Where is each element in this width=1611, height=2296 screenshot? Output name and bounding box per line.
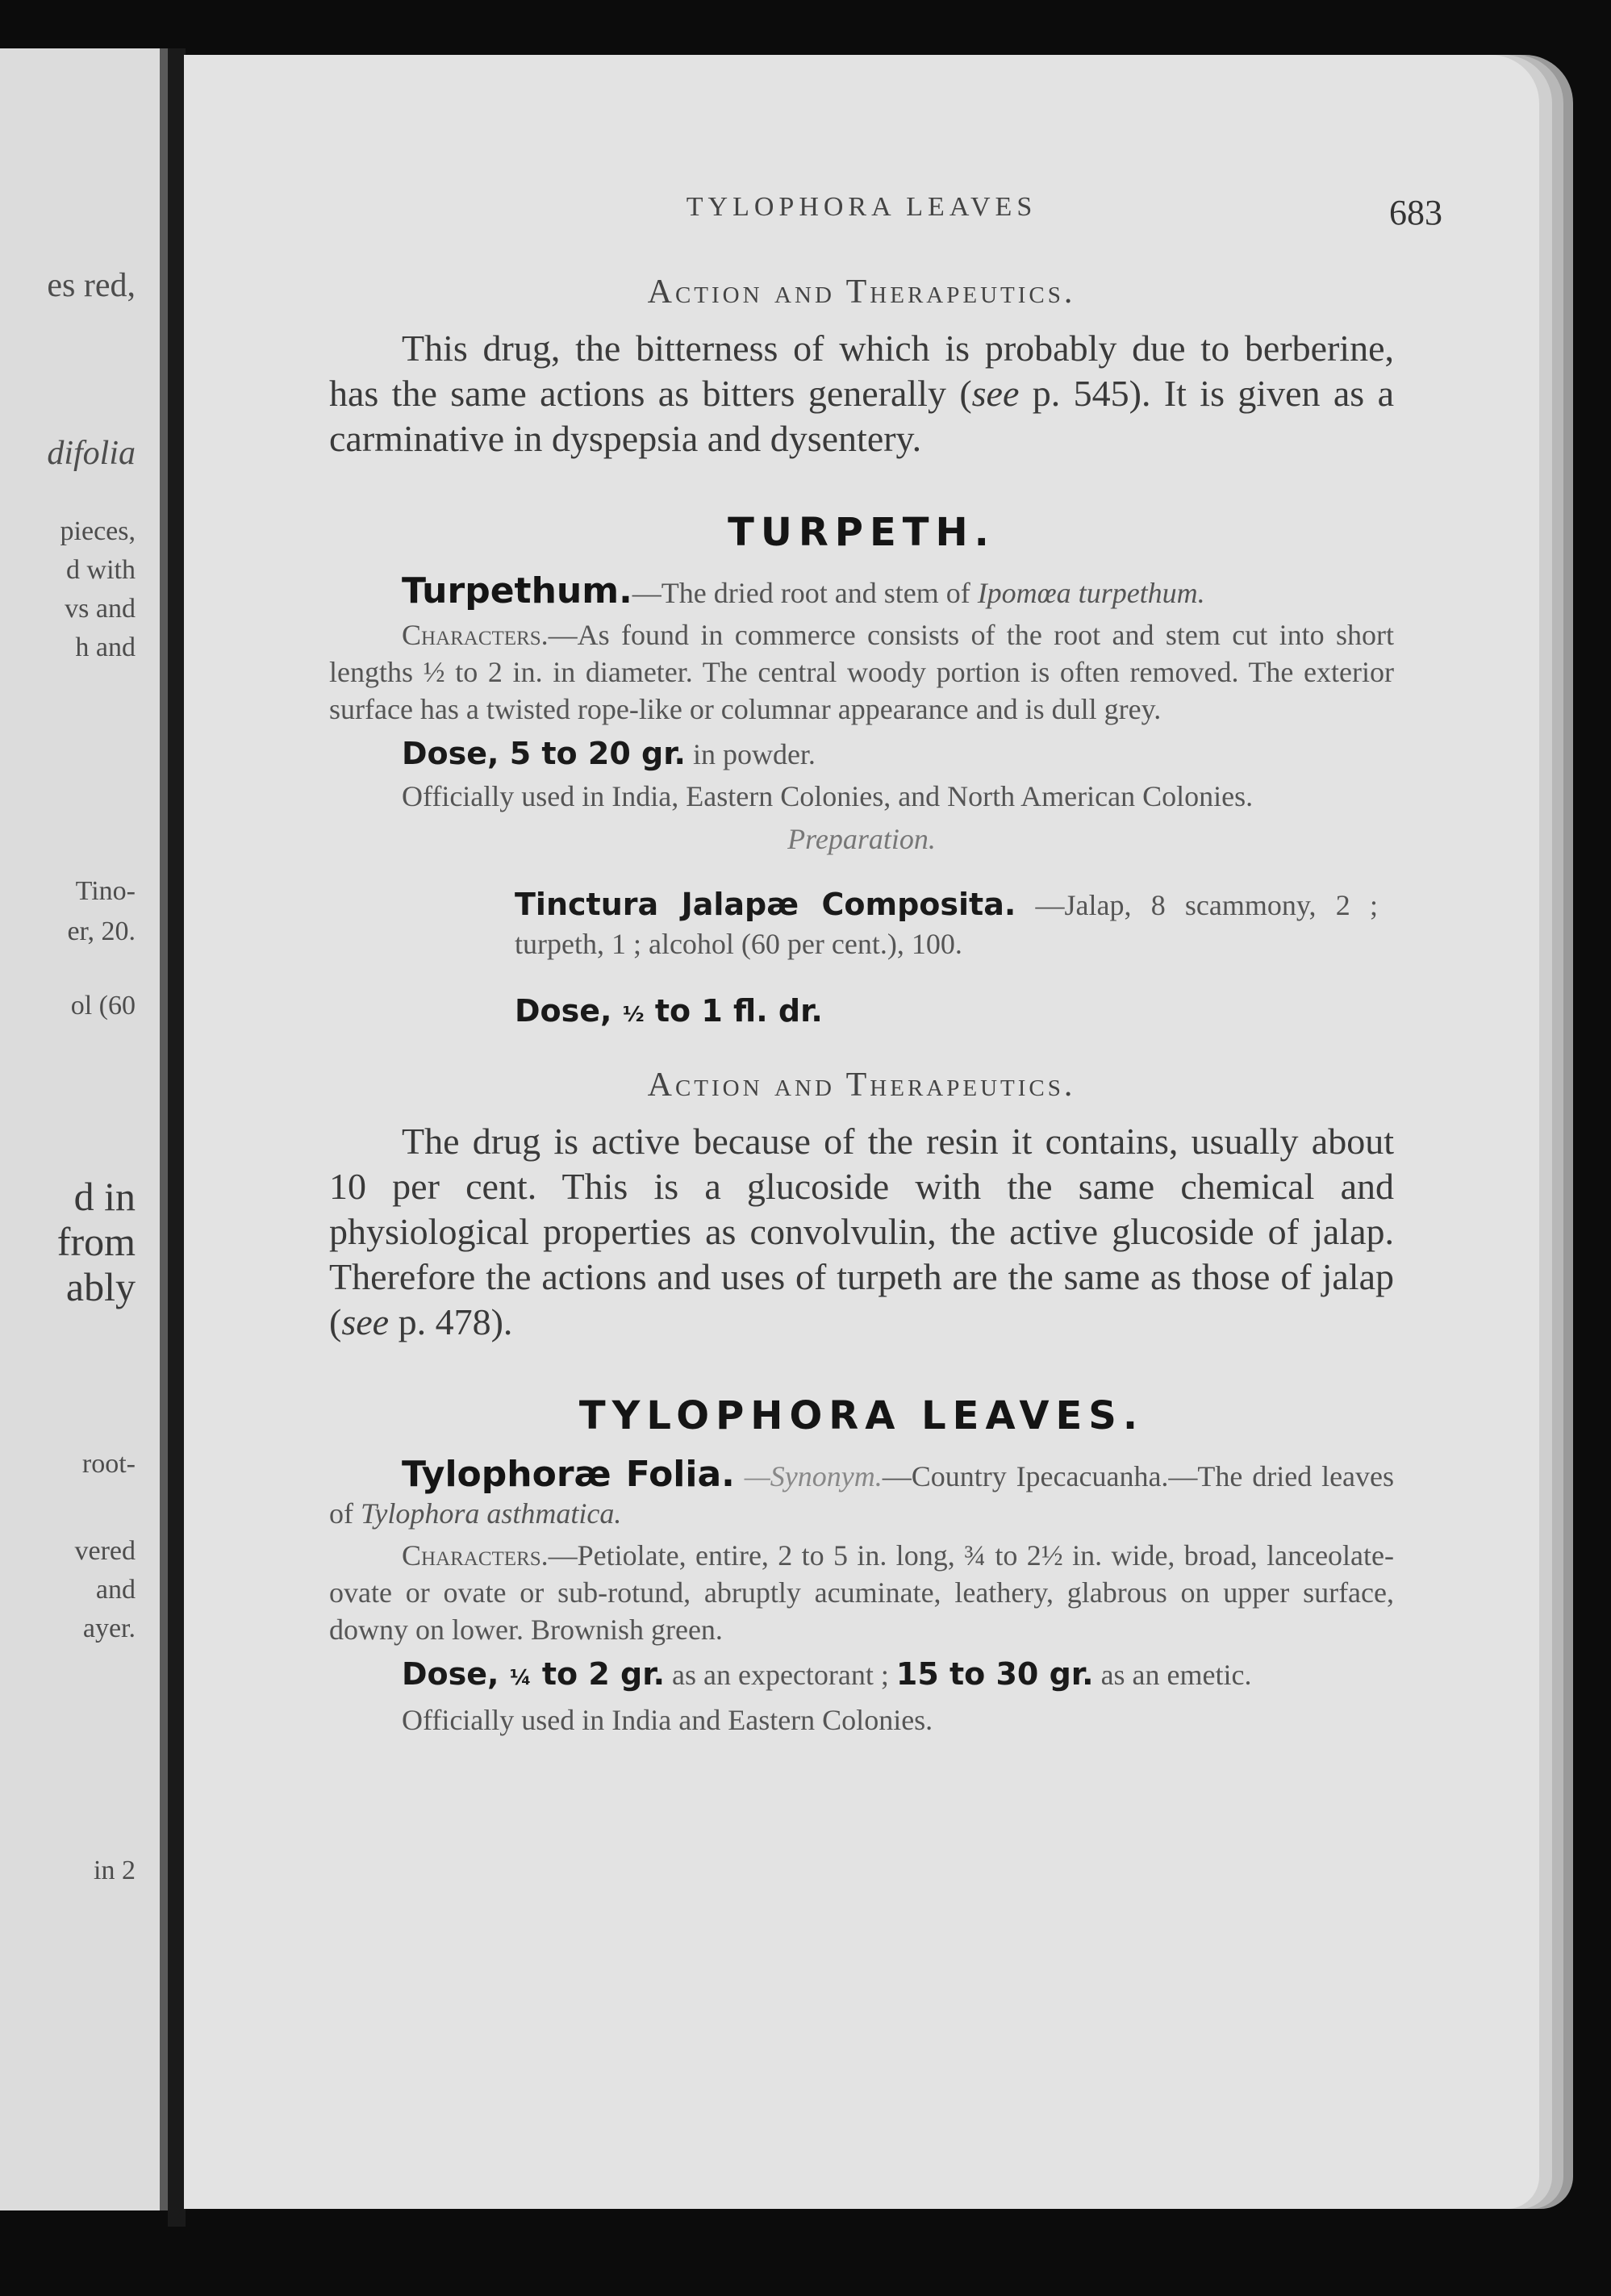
official-use: Officially used in India, Eastern Colonies, and North American Colonies. bbox=[402, 780, 1254, 812]
left-page-line: pieces, bbox=[60, 516, 136, 546]
left-page-line: and bbox=[95, 1575, 136, 1605]
left-page-line: in 2 bbox=[94, 1856, 136, 1885]
synonym-label: —Synonym. bbox=[734, 1460, 883, 1492]
text-run: —Petiolate, entire, 2 to 5 in. long, ¾ to 2½ in. wide, broad, lanceolate-ovate or ovate or sub-rotund, abruptly acuminate, leathery, glabrous on upper surface, downy on lower. Brownish green. bbox=[329, 1539, 1394, 1646]
drug-title: TURPETH. bbox=[728, 510, 995, 555]
left-page-line: ably bbox=[65, 1264, 136, 1309]
left-page-line: d in bbox=[73, 1174, 136, 1219]
left-page-line: es red, bbox=[47, 267, 136, 304]
text-run: to 2 gr. bbox=[531, 1656, 665, 1692]
latin-name: Tylophora asthmatica. bbox=[361, 1497, 622, 1530]
dose-bold: 15 to 30 gr. bbox=[895, 1656, 1094, 1692]
section-heading: Action and Therapeutics. bbox=[647, 273, 1076, 311]
drug-entry bbox=[329, 1456, 1394, 1532]
drug-entry bbox=[329, 570, 1394, 612]
text-run: p. 545). bbox=[1019, 373, 1151, 414]
body-paragraph bbox=[329, 326, 1394, 461]
latin-name: Ipomœa turpethum. bbox=[977, 577, 1205, 609]
left-page-line: difolia bbox=[47, 435, 136, 472]
book-page bbox=[184, 55, 1539, 2209]
dose-bold: Dose, 5 to 20 gr. bbox=[402, 736, 686, 771]
text-run: —The dried root and stem of bbox=[632, 577, 978, 609]
left-page-line: Tino- bbox=[75, 876, 136, 906]
characters-label: Characters. bbox=[402, 1539, 549, 1572]
preparation-dose bbox=[515, 992, 1394, 1033]
fraction: ½ bbox=[622, 1003, 645, 1027]
preparation-heading: Preparation. bbox=[787, 823, 936, 855]
left-page-line: ayer. bbox=[82, 1613, 136, 1643]
drug-name: Turpethum. bbox=[402, 570, 632, 612]
left-page-line: d with bbox=[66, 555, 136, 585]
text-run: —Jalap, 8 scammony, 2 ; turpeth, 1 ; alcohol (60 per cent.), 100. bbox=[515, 889, 1378, 960]
dose-line bbox=[329, 734, 1394, 774]
text-run: to 1 fl. dr. bbox=[644, 993, 823, 1029]
page-number: 683 bbox=[1389, 193, 1442, 232]
text-run: as an emetic. bbox=[1093, 1659, 1252, 1691]
left-page-line: vs and bbox=[65, 594, 136, 624]
left-page-line: root- bbox=[81, 1449, 136, 1479]
section-heading: Action and Therapeutics. bbox=[647, 1067, 1076, 1104]
running-head bbox=[329, 192, 1442, 240]
characters-paragraph bbox=[329, 1537, 1394, 1648]
left-page-line: vered bbox=[74, 1536, 136, 1566]
body-paragraph bbox=[329, 1119, 1394, 1345]
text-run: as an expectorant ; bbox=[665, 1659, 896, 1691]
text-run: This drug, the bitterness of which is probably due to berberine, has the same actions as bitters generally ( bbox=[329, 328, 1394, 414]
dose-line bbox=[329, 1655, 1394, 1697]
page-content bbox=[329, 192, 1442, 1744]
characters-paragraph bbox=[329, 616, 1394, 728]
characters-label: Characters. bbox=[402, 619, 549, 651]
text-run: —Country Ipecacuanha.—The dried leaves of bbox=[329, 1460, 1395, 1530]
text-run: It is given as a carminative in dyspepsia and dysentery. bbox=[329, 373, 1394, 459]
book-spine bbox=[168, 48, 186, 2227]
left-page-line: from bbox=[56, 1219, 136, 1264]
preparation-name: Tinctura Jalapæ Composita. bbox=[515, 887, 1016, 922]
text-run: The drug is active because of the resin it contains, usually about 10 per cent. This is a glucoside with the same chemical and physiological properties as convolvulin, the active glucoside of jalap. Therefore the actions and uses of turpeth are the same as those of jalap ( bbox=[329, 1121, 1394, 1342]
text-run: Dose, bbox=[402, 1656, 510, 1692]
text-run: Dose, bbox=[515, 993, 623, 1029]
italic-text: see bbox=[971, 373, 1020, 414]
text-run: in powder. bbox=[685, 738, 816, 770]
drug-title: TYLOPHORA LEAVES. bbox=[578, 1393, 1145, 1438]
preparation-entry bbox=[515, 885, 1378, 963]
left-page-line: ol (60 bbox=[70, 991, 136, 1021]
text-run: p. 478). bbox=[389, 1301, 513, 1342]
drug-name: Tylophoræ Folia. bbox=[402, 1454, 735, 1495]
left-page-line: er, 20. bbox=[67, 916, 136, 946]
italic-text: see bbox=[341, 1301, 390, 1342]
fraction: ¼ bbox=[509, 1666, 532, 1690]
left-page-line: h and bbox=[75, 632, 136, 662]
text-run: —As found in commerce consists of the root and stem cut into short lengths ½ to 2 in. in diameter. The central woody portion is often removed. The exterior surface has a twisted rope-like or columnar appearance and is dull grey. bbox=[329, 619, 1394, 725]
previous-page-fragment bbox=[0, 48, 168, 2210]
running-title: TYLOPHORA LEAVES bbox=[686, 192, 1037, 222]
official-use: Officially used in India and Eastern Colonies. bbox=[402, 1704, 933, 1736]
